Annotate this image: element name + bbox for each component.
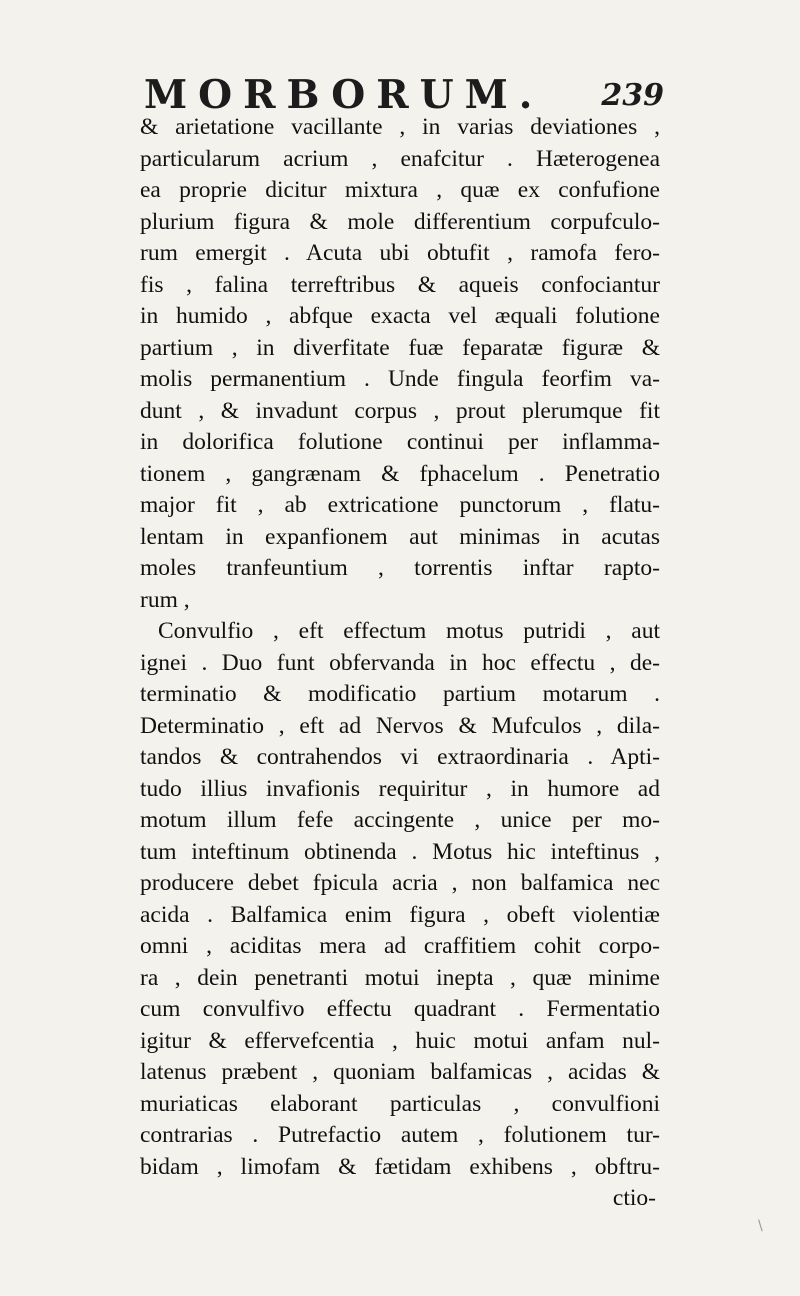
catchword: ctio- [612,1185,656,1211]
text-line: rum emergit . Acuta ubi obtufit , ramofa fero- [140,240,660,266]
text-line: motum illum fefe accingente , unice per mo- [140,807,660,833]
text-line: latenus præbent , quoniam balfamicas , acidas & [140,1059,660,1085]
text-line: ignei . Duo funt obfervanda in hoc effectu , de- [140,649,660,676]
text-line: fis , falina terreftribus & aqueis confociantur [140,271,660,298]
stray-mark: \ [758,1218,763,1234]
text-line: tionem , gangrænam & fphacelum . Penetratio [140,460,660,487]
text-line: major fit , ab extricatione punctorum , flatu- [140,492,660,518]
text-line: muriaticas elaborant particulas , convulfioni [140,1090,660,1117]
text-line: producere debet fpicula acria , non balfamica nec [140,870,660,896]
text-line: ea proprie dicitur mixtura , quæ ex confufione [140,177,660,203]
text-line: tandos & contrahendos vi extraordinaria . Apti- [140,744,660,770]
text-line: molis permanentium . Unde fingula feorfim va- [140,366,660,392]
text-line: omni , aciditas mera ad craffitiem cohit corpo- [140,933,660,959]
text-line: tum inteftinum obtinenda . Motus hic inteftinus , [140,838,660,865]
text-line: contrarias . Putrefactio autem , folutionem tur- [140,1122,660,1148]
text-line: particularum acrium , enafcitur . Hæterogenea [140,145,660,172]
text-line: Determinatio , eft ad Nervos & Mufculos , dila- [140,712,660,739]
text-line: acida . Balfamica enim figura , obeft violentiæ [140,901,660,928]
running-title: MORBORUM. [144,72,544,118]
text-line: in dolorifica folutione continui per inflamma- [140,429,660,455]
text-line: terminatio & modificatio partium motarum . [140,681,660,707]
page-number: 239 [601,78,664,113]
text-line: in humido , abfque exacta vel æquali folutione [140,303,660,329]
text-line: plurium figura & mole differentium corpufculo- [140,208,660,235]
text-line: lentam in expanfionem aut minimas in acutas [140,523,660,550]
text-line: tudo illius invafionis requiritur , in humore ad [140,775,660,802]
text-line: & arietatione vacillante , in varias deviationes , [140,114,660,140]
body-text [140,112,660,1215]
text-line: igitur & effervefcentia , huic motui anfam nul- [140,1027,660,1054]
text-line: partium , in diverfitate fuæ feparatæ figuræ & [140,334,660,361]
text-line: rum , [140,586,190,613]
text-line: ra , dein penetranti motui inepta , quæ minime [140,964,660,991]
text-line: cum convulfivo effectu quadrant . Fermentatio [140,996,660,1022]
text-line: moles tranfeuntium , torrentis inftar rapto- [140,555,660,581]
paragraph-start-line: Convulfio , eft effectum motus putridi , aut [158,618,660,644]
text-line: dunt , & invadunt corpus , prout plerumque fit [140,397,660,424]
text-line: bidam , limofam & fætidam exhibens , obftru- [140,1153,660,1180]
